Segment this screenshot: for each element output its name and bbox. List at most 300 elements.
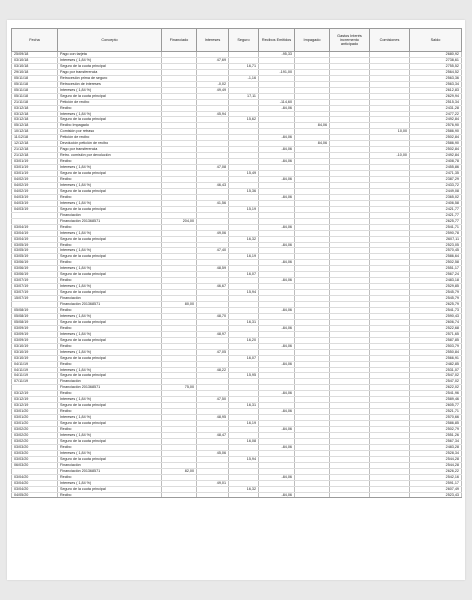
cell-intereses: 47,08 — [197, 165, 229, 171]
cell-fecha: 03/02/20 — [12, 433, 58, 439]
cell-concepto: Intereses ( 1,84 %) — [58, 415, 162, 421]
cell-concepto: Seguro de la cuota principal — [58, 236, 162, 242]
cell-fecha: 03/04/19 — [12, 224, 58, 230]
cell-recibos-emitidos: -84,06 — [259, 444, 295, 450]
cell-recibos-emitidos: -84,06 — [259, 409, 295, 415]
cell-saldo: 2406,58 — [410, 200, 462, 206]
cell-saldo: 2738,61 — [410, 57, 462, 63]
cell-seguro: 16,31 — [229, 319, 259, 325]
cell-concepto: Recibo — [58, 224, 162, 230]
cell-fecha: 03/04/19 — [12, 236, 58, 242]
cell-fecha: 03/04/20 — [12, 480, 58, 486]
cell-saldo: 2477,22 — [410, 111, 462, 117]
cell-saldo: 2471,35 — [410, 171, 462, 177]
cell-fecha: 03/01/20 — [12, 409, 58, 415]
cell-concepto: Intereses ( 1,84 %) — [58, 111, 162, 117]
cell-recibos-emitidos: -84,06 — [259, 177, 295, 183]
cell-fecha: 06/03/20 — [12, 462, 58, 468]
cell-fecha: 04/02/19 — [12, 188, 58, 194]
cell-concepto: Seguro de la cuota principal — [58, 438, 162, 444]
cell-concepto: Pago por transferencia — [58, 69, 162, 75]
cell-fecha: 03/10/19 — [12, 343, 58, 349]
cell-fecha: 04/03/19 — [12, 194, 58, 200]
cell-saldo: 2544,28 — [410, 462, 462, 468]
cell-saldo: 2541,71 — [410, 224, 462, 230]
cell-recibos-emitidos: -84,06 — [259, 361, 295, 367]
cell-concepto: Recibo Impagado — [58, 123, 162, 129]
cell-concepto: Intereses ( 1,84 %) — [58, 165, 162, 171]
cell-seguro: 16,32 — [229, 236, 259, 242]
cell-concepto: Recibo — [58, 325, 162, 331]
cell-impagado: 84,06 — [295, 141, 330, 147]
cell-saldo: 2591,17 — [410, 480, 462, 486]
cell-comisiones: -10,00 — [370, 153, 410, 159]
cell-saldo: 2503,79 — [410, 343, 462, 349]
statement-page — [7, 20, 465, 580]
cell-fecha: 03/09/19 — [12, 337, 58, 343]
cell-concepto: Intereses ( 1,84 %) — [58, 57, 162, 63]
cell-fecha: 04/02/19 — [12, 182, 58, 188]
cell-fecha: 04/02/19 — [12, 177, 58, 183]
cell-concepto: Financiación — [58, 296, 162, 302]
cell-recibos-emitidos: -84,06 — [259, 135, 295, 141]
cell-concepto: Intereses ( 1,84 %) — [58, 266, 162, 272]
cell-concepto: Recibo — [58, 492, 162, 498]
cell-intereses: 48,97 — [197, 331, 229, 337]
cell-saldo: 2523,43 — [410, 492, 462, 498]
cell-fecha: 21/12/18 — [12, 147, 58, 153]
cell-saldo: 2433,72 — [410, 182, 462, 188]
cell-saldo: 2566,91 — [410, 355, 462, 361]
cell-fecha: 03/06/19 — [12, 266, 58, 272]
cell-saldo: 2586,90 — [410, 129, 462, 135]
cell-saldo: 2482,85 — [410, 361, 462, 367]
column-header-comisiones: Comisiones — [370, 29, 410, 52]
cell-comisiones: 10,00 — [370, 129, 410, 135]
cell-saldo: 2586,64 — [410, 254, 462, 260]
cell-fecha: 03/12/18 — [12, 105, 58, 111]
cell-concepto: Recibo — [58, 194, 162, 200]
cell-concepto: Seguro de la cuota principal — [58, 254, 162, 260]
cell-fecha: 03/12/19 — [12, 391, 58, 397]
cell-saldo: 2492,84 — [410, 117, 462, 123]
cell-saldo: 2606,74 — [410, 319, 462, 325]
cell-seguro: 15,49 — [229, 171, 259, 177]
cell-concepto: Seguro de la cuota principal — [58, 188, 162, 194]
cell-intereses: 49,06 — [197, 230, 229, 236]
column-header-gastos: Gastos Interés incremento anticipado — [330, 29, 370, 52]
cell-fecha: 03/05/19 — [12, 248, 58, 254]
cell-seguro: 15,19 — [229, 206, 259, 212]
cell-financiado: 75,00 — [162, 385, 197, 391]
column-header-financiado: Financiado — [162, 29, 197, 52]
cell-concepto: Recibo — [58, 361, 162, 367]
cell-concepto: Financiación 201368571 — [58, 302, 162, 308]
cell-fecha: 03/05/19 — [12, 242, 58, 248]
cell-concepto: Retrocesión prima de seguro — [58, 75, 162, 81]
cell-concepto: Intereses ( 1,84 %) — [58, 200, 162, 206]
cell-saldo: 2387,29 — [410, 177, 462, 183]
cell-fecha: 03/01/19 — [12, 159, 58, 165]
cell-recibos-emitidos: -84,06 — [259, 159, 295, 165]
cell-fecha: 03/01/20 — [12, 415, 58, 421]
cell-concepto: Retrocesión de intereses — [58, 81, 162, 87]
cell-saldo: 2421,77 — [410, 212, 462, 218]
cell-saldo: 2492,84 — [410, 153, 462, 159]
cell-fecha: 05/08/19 — [12, 307, 58, 313]
cell-fecha: 11/12/18 — [12, 135, 58, 141]
cell-concepto: Devolución petición de recibo — [58, 141, 162, 147]
cell-saldo: 2570,66 — [410, 415, 462, 421]
cell-concepto: Intereses ( 1,84 %) — [58, 397, 162, 403]
cell-financiado — [162, 492, 197, 498]
cell-fecha: 04/11/19 — [12, 361, 58, 367]
cell-saldo: 2586,85 — [410, 421, 462, 427]
cell-saldo: 2449,08 — [410, 188, 462, 194]
cell-concepto: Recibo — [58, 427, 162, 433]
cell-fecha: 04/03/19 — [12, 200, 58, 206]
cell-seguro: 16,71 — [229, 63, 259, 69]
cell-concepto: Seguro de la cuota principal — [58, 319, 162, 325]
cell-saldo: 2541,73 — [410, 307, 462, 313]
cell-fecha: 07/11/19 — [12, 379, 58, 385]
cell-comisiones — [370, 492, 410, 498]
cell-saldo: 2607,49 — [410, 486, 462, 492]
cell-seguro: 15,94 — [229, 290, 259, 296]
cell-fecha: 03/12/19 — [12, 403, 58, 409]
cell-seguro: 16,08 — [229, 438, 259, 444]
cell-saldo: 2587,85 — [410, 337, 462, 343]
cell-concepto: Intereses ( 1,84 %) — [58, 182, 162, 188]
cell-financiado: 80,00 — [162, 302, 197, 308]
cell-fecha: 05/12/18 — [12, 123, 58, 129]
cell-saldo: 2528,34 — [410, 450, 462, 456]
cell-saldo: 2523,05 — [410, 242, 462, 248]
cell-fecha: 03/12/18 — [12, 111, 58, 117]
cell-recibos-emitidos: -95,33 — [259, 52, 295, 58]
cell-fecha: 03/12/18 — [12, 117, 58, 123]
cell-intereses: 46,43 — [197, 182, 229, 188]
cell-seguro: 16,31 — [229, 403, 259, 409]
cell-concepto: Seguro de la cuota principal — [58, 117, 162, 123]
cell-fecha: 03/09/19 — [12, 331, 58, 337]
cell-concepto: Seguro de la cuota principal — [58, 355, 162, 361]
table-row — [12, 492, 462, 498]
cell-fecha: 03/01/19 — [12, 171, 58, 177]
cell-intereses: 47,05 — [197, 349, 229, 355]
cell-seguro: -1,16 — [229, 75, 259, 81]
cell-saldo: 2563,36 — [410, 75, 462, 81]
cell-fecha: 03/03/20 — [12, 450, 58, 456]
cell-seguro: 15,95 — [229, 373, 259, 379]
cell-financiado: 204,00 — [162, 218, 197, 224]
cell-concepto: Financiación 201368571 — [58, 385, 162, 391]
cell-concepto: Intereses ( 1,84 %) — [58, 450, 162, 456]
cell-concepto: Seguro de la cuota principal — [58, 421, 162, 427]
cell-saldo: 2550,84 — [410, 349, 462, 355]
cell-concepto: Intereses ( 1,84 %) — [58, 433, 162, 439]
cell-recibos-emitidos: -84,06 — [259, 224, 295, 230]
cell-intereses — [197, 492, 229, 498]
cell-concepto: Intereses ( 1,84 %) — [58, 230, 162, 236]
cell-saldo: 2629,94 — [410, 93, 462, 99]
cell-recibos-emitidos: -84,06 — [259, 260, 295, 266]
cell-concepto: Intereses ( 1,84 %) — [58, 313, 162, 319]
cell-concepto: Recibo — [58, 278, 162, 284]
cell-recibos-emitidos: -84,06 — [259, 427, 295, 433]
cell-recibos-emitidos: -84,06 — [259, 492, 295, 498]
cell-saldo: 2576,90 — [410, 123, 462, 129]
cell-seguro: 16,07 — [229, 355, 259, 361]
cell-saldo: 2547,02 — [410, 373, 462, 379]
cell-recibos-emitidos: -84,06 — [259, 325, 295, 331]
cell-saldo: 2622,02 — [410, 385, 462, 391]
cell-recibos-emitidos: -84,06 — [259, 307, 295, 313]
cell-concepto: Pago con tarjeta — [58, 52, 162, 58]
cell-saldo: 2515,34 — [410, 99, 462, 105]
column-header-intereses: Intereses — [197, 29, 229, 52]
cell-intereses: 47,69 — [197, 57, 229, 63]
cell-concepto: Intereses ( 1,84 %) — [58, 331, 162, 337]
cell-fecha: 05/08/19 — [12, 313, 58, 319]
cell-intereses: 45,94 — [197, 111, 229, 117]
cell-fecha: 04/03/19 — [12, 206, 58, 212]
cell-fecha: 03/01/19 — [12, 165, 58, 171]
cell-saldo: 2563,34 — [410, 81, 462, 87]
cell-seguro: 16,32 — [229, 486, 259, 492]
cell-concepto: Financiación 201368571 — [58, 468, 162, 474]
cell-intereses: 49,49 — [197, 87, 229, 93]
cell-saldo: 2551,17 — [410, 266, 462, 272]
cell-saldo: 2567,24 — [410, 272, 462, 278]
cell-recibos-emitidos: -84,06 — [259, 194, 295, 200]
cell-fecha: 03/03/20 — [12, 456, 58, 462]
column-header-concepto: Concepto — [58, 29, 162, 52]
cell-saldo: 2531,07 — [410, 367, 462, 373]
cell-concepto: Recibo — [58, 343, 162, 349]
cell-saldo: 2521,71 — [410, 409, 462, 415]
cell-fecha: 05/11/18 — [12, 75, 58, 81]
cell-seguro — [229, 492, 259, 498]
cell-fecha: 05/11/18 — [12, 87, 58, 93]
cell-saldo: 2680,92 — [410, 52, 462, 58]
cell-fecha: 03/07/19 — [12, 284, 58, 290]
cell-saldo: 2483,28 — [410, 444, 462, 450]
cell-saldo: 2431,28 — [410, 105, 462, 111]
cell-gastos — [330, 492, 370, 498]
cell-intereses: -0,02 — [197, 81, 229, 87]
cell-saldo: 2522,68 — [410, 325, 462, 331]
cell-concepto: Petición de recibo — [58, 135, 162, 141]
cell-saldo: 2502,84 — [410, 135, 462, 141]
cell-concepto: Financiación — [58, 379, 162, 385]
cell-concepto: Seguro de la cuota principal — [58, 403, 162, 409]
column-header-recibos-emitidos: Recibos Emitidos — [259, 29, 295, 52]
cell-saldo: 2626,22 — [410, 468, 462, 474]
cell-fecha: 04/11/19 — [12, 367, 58, 373]
cell-saldo: 2590,43 — [410, 313, 462, 319]
cell-concepto: Recibo — [58, 242, 162, 248]
cell-fecha: 29/10/18 — [12, 69, 58, 75]
cell-concepto: Financiación — [58, 212, 162, 218]
cell-saldo: 2365,02 — [410, 194, 462, 200]
cell-concepto: Recibo — [58, 177, 162, 183]
cell-seguro: 15,62 — [229, 117, 259, 123]
cell-fecha: 03/04/19 — [12, 230, 58, 236]
cell-saldo: 2570,45 — [410, 248, 462, 254]
cell-concepto: Pago por transferencia — [58, 147, 162, 153]
cell-seguro: 15,94 — [229, 456, 259, 462]
cell-concepto: Intereses ( 1,84 %) — [58, 248, 162, 254]
cell-seguro: 16,20 — [229, 337, 259, 343]
cell-fecha: 03/04/20 — [12, 474, 58, 480]
cell-saldo: 2455,86 — [410, 165, 462, 171]
cell-fecha: 05/11/18 — [12, 81, 58, 87]
cell-saldo: 2755,52 — [410, 63, 462, 69]
cell-saldo: 2567,34 — [410, 438, 462, 444]
cell-fecha: 03/03/20 — [12, 444, 58, 450]
cell-recibos-emitidos: -114,60 — [259, 99, 295, 105]
cell-recibos-emitidos: -84,06 — [259, 105, 295, 111]
cell-saldo: 2483,18 — [410, 278, 462, 284]
cell-fecha: 03/07/19 — [12, 290, 58, 296]
cell-saldo: 2590,78 — [410, 230, 462, 236]
cell-concepto: Seguro de la cuota principal — [58, 272, 162, 278]
cell-concepto: Intereses ( 1,84 %) — [58, 480, 162, 486]
cell-saldo: 2545,79 — [410, 290, 462, 296]
cell-concepto: Petición de recibo — [58, 99, 162, 105]
cell-fecha: 15/07/19 — [12, 296, 58, 302]
cell-saldo: 2564,52 — [410, 69, 462, 75]
cell-fecha: 03/10/19 — [12, 355, 58, 361]
cell-intereses: 48,47 — [197, 433, 229, 439]
cell-concepto: Recibo — [58, 409, 162, 415]
column-header-impagado: Impagado — [295, 29, 330, 52]
cell-concepto: Recibo — [58, 474, 162, 480]
cell-saldo: 2541,96 — [410, 391, 462, 397]
cell-concepto: Recibo — [58, 260, 162, 266]
cell-saldo: 2545,79 — [410, 296, 462, 302]
cell-concepto: Seguro de la cuota principal — [58, 63, 162, 69]
cell-concepto: Recibo — [58, 444, 162, 450]
cell-intereses: 41,56 — [197, 200, 229, 206]
cell-concepto: Seguro de la cuota principal — [58, 373, 162, 379]
cell-saldo: 2544,28 — [410, 456, 462, 462]
cell-fecha: 21/12/18 — [12, 153, 58, 159]
cell-concepto: Seguro de la cuota principal — [58, 290, 162, 296]
cell-saldo: 2586,90 — [410, 141, 462, 147]
cell-fecha: 03/10/18 — [12, 63, 58, 69]
cell-saldo: 2551,26 — [410, 433, 462, 439]
cell-fecha: 10/12/18 — [12, 129, 58, 135]
cell-recibos-emitidos: -84,06 — [259, 278, 295, 284]
cell-fecha: 04/11/19 — [12, 373, 58, 379]
cell-saldo: 2529,85 — [410, 284, 462, 290]
cell-saldo: 2571,65 — [410, 331, 462, 337]
cell-fecha: 03/06/19 — [12, 272, 58, 278]
cell-fecha: 03/01/20 — [12, 421, 58, 427]
column-header-seguro: Seguro — [229, 29, 259, 52]
cell-concepto: Seguro de la cuota principal — [58, 206, 162, 212]
cell-concepto: Seguro de la cuota principal — [58, 456, 162, 462]
cell-concepto: Comisión por retraso — [58, 129, 162, 135]
cell-fecha: 03/07/19 — [12, 278, 58, 284]
cell-intereses: 48,22 — [197, 367, 229, 373]
cell-intereses: 47,40 — [197, 248, 229, 254]
cell-saldo: 2502,84 — [410, 147, 462, 153]
cell-concepto: Financiación 201368571 — [58, 218, 162, 224]
cell-fecha: 12/12/18 — [12, 141, 58, 147]
cell-concepto: Recibo — [58, 159, 162, 165]
cell-intereses: 45,06 — [197, 450, 229, 456]
cell-concepto: Seguro de la cuota principal — [58, 337, 162, 343]
cell-fecha: 03/12/19 — [12, 397, 58, 403]
cell-fecha: 05/11/18 — [12, 93, 58, 99]
cell-recibos-emitidos: -84,06 — [259, 147, 295, 153]
cell-fecha: 03/02/20 — [12, 427, 58, 433]
statement-table — [11, 28, 462, 498]
cell-saldo: 2625,79 — [410, 302, 462, 308]
cell-concepto: Seguro de la cuota principal — [58, 486, 162, 492]
cell-fecha: 03/04/20 — [12, 486, 58, 492]
cell-recibos-emitidos: -84,06 — [259, 391, 295, 397]
cell-recibos-emitidos: -84,06 — [259, 242, 295, 248]
cell-recibos-emitidos: -84,06 — [259, 343, 295, 349]
cell-saldo: 2502,58 — [410, 260, 462, 266]
cell-impagado: 84,06 — [295, 123, 330, 129]
cell-recibos-emitidos: -191,00 — [259, 69, 295, 75]
cell-saldo: 2612,83 — [410, 87, 462, 93]
cell-fecha: 05/08/19 — [12, 319, 58, 325]
cell-saldo: 2542,16 — [410, 474, 462, 480]
cell-intereses: 48,59 — [197, 266, 229, 272]
cell-financiado: 82,00 — [162, 468, 197, 474]
cell-fecha: 03/10/18 — [12, 57, 58, 63]
cell-fecha: 03/06/19 — [12, 260, 58, 266]
statement-rows — [12, 52, 462, 498]
cell-fecha: 03/10/19 — [12, 349, 58, 355]
column-header-fecha: Fecha — [12, 29, 58, 52]
cell-concepto: Intereses ( 1,84 %) — [58, 367, 162, 373]
cell-recibos-emitidos: -84,06 — [259, 474, 295, 480]
cell-concepto: Recibo — [58, 105, 162, 111]
cell-concepto: Recibo — [58, 391, 162, 397]
cell-seguro: 15,36 — [229, 188, 259, 194]
cell-concepto: Intereses ( 1,84 %) — [58, 284, 162, 290]
cell-concepto: Seguro de la cuota principal — [58, 93, 162, 99]
cell-seguro: 16,19 — [229, 421, 259, 427]
cell-saldo: 2607,11 — [410, 236, 462, 242]
cell-concepto: Intereses ( 1,84 %) — [58, 87, 162, 93]
cell-fecha: 03/05/19 — [12, 254, 58, 260]
cell-fecha: 21/11/18 — [12, 99, 58, 105]
cell-fecha: 04/05/20 — [12, 492, 58, 498]
cell-fecha: 03/02/20 — [12, 438, 58, 444]
cell-concepto: Financiación — [58, 462, 162, 468]
cell-seguro: 17,11 — [229, 93, 259, 99]
header-row — [12, 29, 462, 52]
cell-fecha: 03/09/19 — [12, 325, 58, 331]
cell-intereses: 46,67 — [197, 284, 229, 290]
cell-concepto: Retro. comisión por devolución — [58, 153, 162, 159]
cell-intereses: 49,01 — [197, 480, 229, 486]
cell-saldo: 2625,77 — [410, 218, 462, 224]
cell-concepto: Seguro de la cuota principal — [58, 171, 162, 177]
cell-concepto: Intereses ( 1,84 %) — [58, 349, 162, 355]
cell-saldo: 2589,46 — [410, 397, 462, 403]
cell-intereses: 48,95 — [197, 415, 229, 421]
cell-saldo: 2605,77 — [410, 403, 462, 409]
